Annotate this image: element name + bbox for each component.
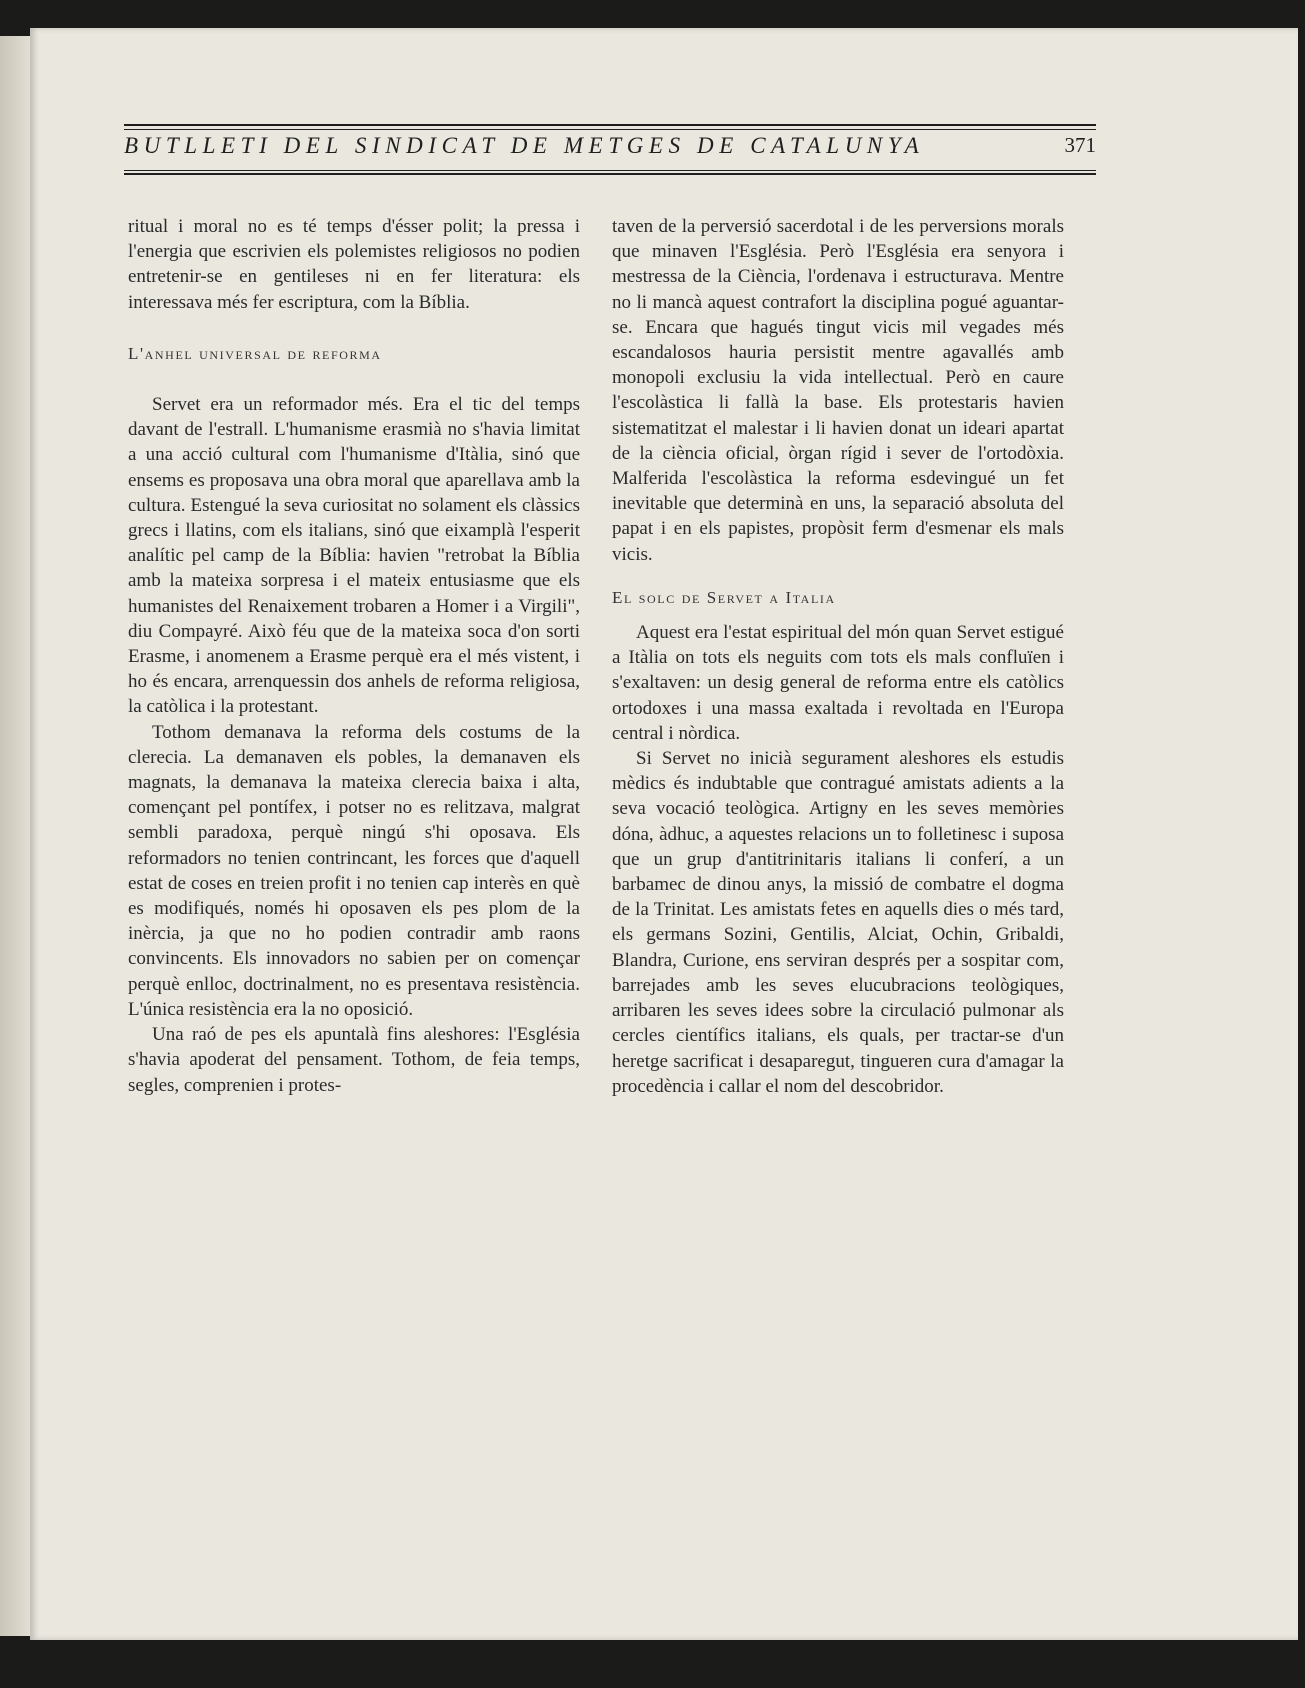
section-heading: L'anhel universal de reforma [128,343,382,363]
paragraph: taven de la perversió sacerdotal i de les perversions morals que minaven l'Església. Però l'Església era senyora i mestressa de la Ciència, l'ordenava i estructurava. Mentre no li mancà aquest contrafort la disciplina pogué aguantar-se. Encara que hagués tingut vicis mil vegades més escandalosos hauria persistit mentre agavallés amb monopoli exclusiu la vida intellectual. Però en caure l'escolàstica li fallà la base. Els protestaris havien sistematitzat el malestar i li havien donat un ideari apartat de la ciència oficial, òrgan rígid i sever de l'ortodòxia. Malferida l'escolàstica la reforma esdevingué un fet inevitable que determinà en uns, la separació absoluta del papat i en els papistes, propòsit ferm d'esmenar els mals vicis. [612,216,1064,565]
header-rule-top-thin [124,129,1096,130]
paragraph: Si Servet no inicià segurament aleshores els estudis mèdics és indubtable que contragué amistats adients a la seva vocació teològica. Artigny en les seves memòries dóna, àdhuc, a aquestes relacions un to folletinesc i suposa que un grup d'antitrinitaris italians li conferí, a un barbamec de dinou anys, la missió de combatre el dogma de la Trinitat. Les amistats fetes en aquells dies o més tard, els germans Sozini, Gentilis, Alciat, Ochin, Gribaldi, Blandra, Curione, ens serviran després per a sospitar com, barrejades amb les seves elucubracions teològiques, arribaren les seves idees sobre la circulació pulmonar als cercles científics italians, els quals, per tractar-se d'un heretge sacrificat i desaparegut, tingueren cura d'amagar la procedència i callar el nom del descobridor. [612,748,1064,1097]
running-header [124,98,1096,180]
previous-page-edge [0,36,30,1636]
left-column [128,214,580,1098]
page-number: 371 [1064,133,1096,157]
paragraph: Aquest era l'estat espiritual del món quan Servet estigué a Itàlia on tots els neguits com tots els mals confluïen i s'exaltaven: un desig general de reforma entre els catòlics ortodoxes i una massa exaltada i revoltada en l'Europa central i nòrdica. [612,622,1064,744]
paragraph: Tothom demanava la reforma dels costums de la clerecia. La demanaven els pobles, la demanaven els magnats, la demanava la mateixa clerecia baixa i alta, començant pel pontífex, i potser no es relitzava, malgrat sembli paradoxa, perquè ningú s'hi oposava. Els reformadors no tenien contrincant, les forces que d'aquell estat de coses en treien profit i no tenien cap interès en què es modifiqués, només hi oposaven els pes plom de la inèrcia, ja que no ho podien contradir amb raons convincents. Els innovadors no sabien per on començar perquè enlloc, doctrinalment, no es presentava resistència. L'única resistència era la no oposició. [128,721,580,1020]
journal-title: BUTLLETI DEL SINDICAT DE METGES DE CATALUNYA [124,133,925,158]
header-rule-bottom-thin [124,170,1096,171]
paragraph: ritual i moral no es té temps d'ésser polit; la pressa i l'energia que escrivien els polemistes religiosos no podien entretenir-se en gentileses ni en fer literatura: els interessava més fer escriptura, com la Bíblia. [128,216,580,313]
header-rule-bottom [124,173,1096,175]
paragraph: Una raó de pes els apuntalà fins aleshores: l'Església s'havia apoderat del pensament. Tothom, de feia temps, segles, comprenien i protes- [128,1024,580,1096]
section-heading: El solc de Servet a Italia [612,587,836,607]
right-column [612,214,1064,1099]
header-rule-top [124,124,1096,126]
paragraph: Servet era un reformador més. Era el tic del temps davant de l'estrall. L'humanisme erasmià no s'havia limitat a una acció cultural com l'humanisme d'Itàlia, sinó que ensems es proposava una obra moral que aparellava amb la cultura. Estengué la seva curiositat no solament els clàssics grecs i llatins, com els italians, sinó que eixamplà l'esperit analític pel camp de la Bíblia: havien "retrobat la Bíblia amb la mateixa sorpresa i el mateix entusiasme que els humanistes del Renaixement trobaren a Homer i a Virgili", diu Compayré. Això féu que de la mateixa soca d'on sorti Erasme, i anomenem a Erasme perquè era el més vistent, i ho és encara, arrenquessin dos anhels de reforma religiosa, la catòlica i la protestant. [128,394,580,718]
